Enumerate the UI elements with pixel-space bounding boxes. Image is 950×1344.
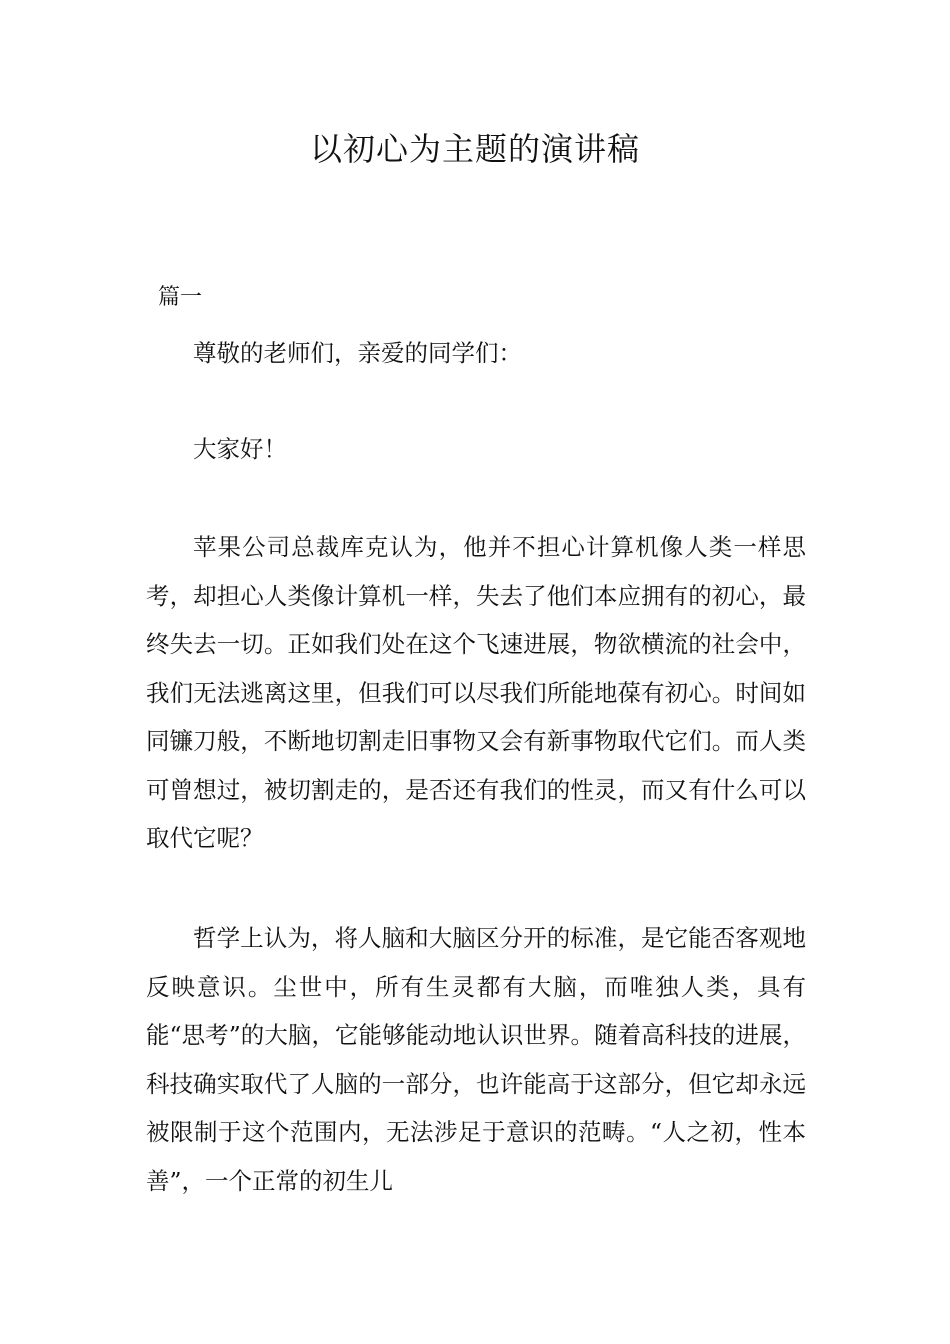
body-paragraph: 苹果公司总裁库克认为，他并不担心计算机像人类一样思考，却担心人类像计算机一样，失去了他们本应拥有的初心，最终失去一切。正如我们处在这个飞速进展，物欲横流的社会中，我们无法逃离这里，但我们可以尽我们所能地葆有初心。时间如同镰刀般，不断地切割走旧事物又会有新事物取代它们。而人类可曾想过，被切割走的，是否还有我们的性灵，而又有什么可以取代它呢？ — [146, 533, 806, 852]
section-label: 篇一 — [158, 285, 203, 310]
document-title: 以初心为主题的演讲稿 — [309, 130, 640, 168]
greeting: 大家好！ — [193, 435, 287, 463]
body-paragraph: 哲学上认为，将人脑和大脑区分开的标准，是它能否客观地反映意识。尘世中，所有生灵都有大脑，而唯独人类，具有能“思考”的大脑，它能够能动地认识世界。随着高科技的进展，科技确实取代了人脑的一部分，也许能高于这部分，但它却永远被限制于这个范围内，无法涉足于意识的范畴。“人之初，性本善”，一个正常的初生儿 — [146, 924, 806, 1195]
salutation: 尊敬的老师们，亲爱的同学们： — [193, 339, 522, 367]
